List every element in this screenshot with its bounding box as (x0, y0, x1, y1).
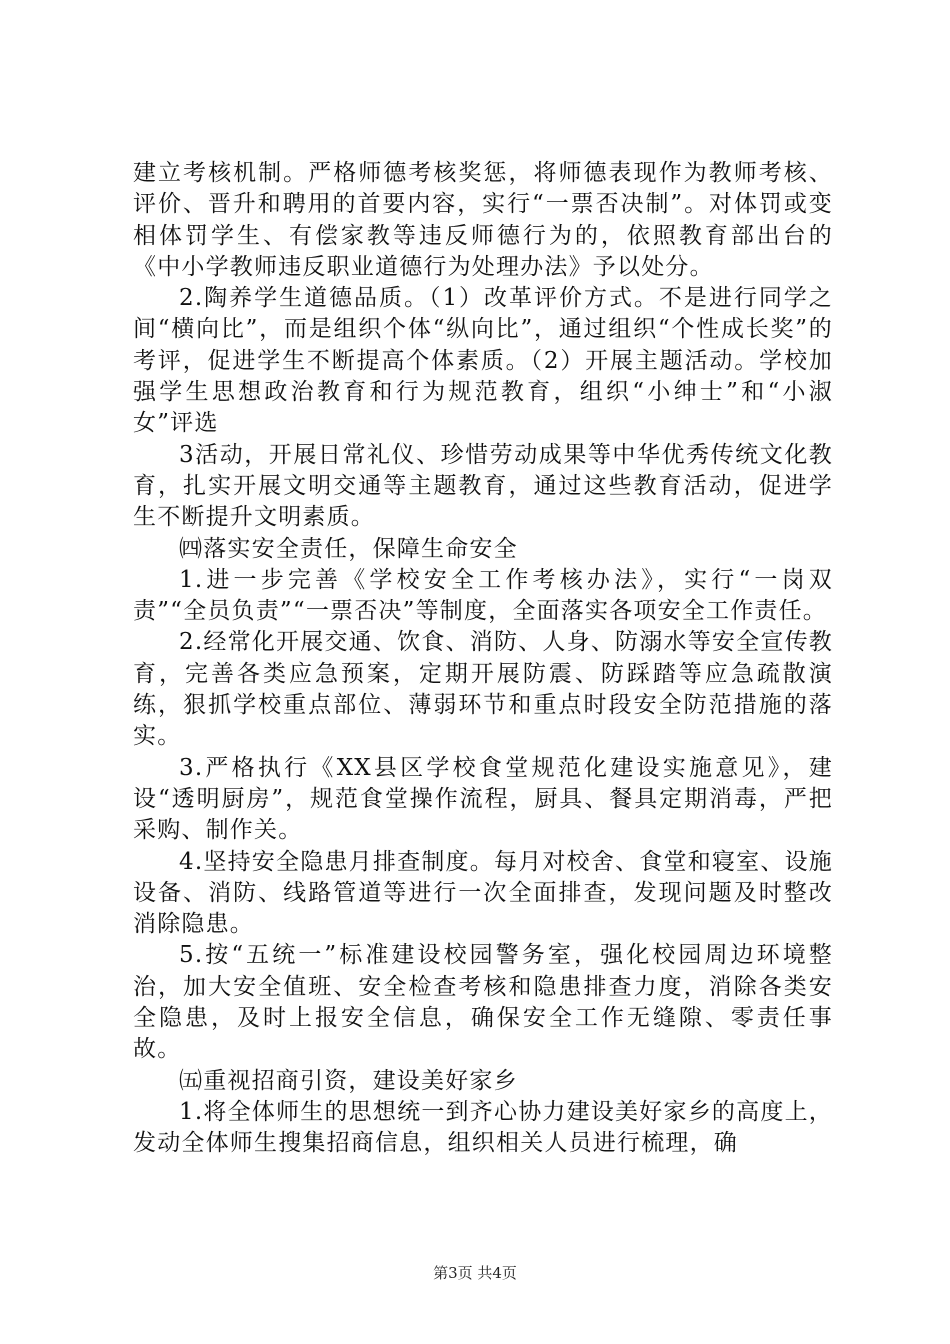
paragraph-6: 2.经常化开展交通、饮食、消防、人身、防溺水等安全宣传教育，完善各类应急预案，定期开展防震、防踩踏等应急疏散演练，狠抓学校重点部位、薄弱环节和重点时段安全防范措施的落实。 (133, 629, 833, 750)
section-heading-5: ㈤重视招商引资，建设美好家乡 (179, 1067, 518, 1094)
paragraph-9: 5.按“五统一”标准建设校园警务室，强化校园周边环境整治，加大安全值班、安全检查考核和隐患排查力度，消除各类安全隐患，及时上报安全信息，确保安全工作无缝隙、零责任事故。 (133, 942, 833, 1063)
paragraph-11: 1.将全体师生的思想统一到齐心协力建设美好家乡的高度上，发动全体师生搜集招商信息，组织相关人员进行梳理，确 (133, 1098, 833, 1157)
paragraph-7: 3.严格执行《XX县区学校食堂规范化建设实施意见》，建设“透明厨房”，规范食堂操作流程，厨具、餐具定期消毒，严把采购、制作关。 (133, 754, 833, 844)
paragraph-8: 4.坚持安全隐患月排查制度。每月对校舍、食堂和寝室、设施设备、消防、线路管道等进行一次全面排查，发现问题及时整改消除隐患。 (133, 848, 833, 938)
paragraph-5: 1.进一步完善《学校安全工作考核办法》，实行“一岗双责”“全员负责”“一票否决”等制度，全面落实各项安全工作责任。 (133, 566, 833, 625)
paragraph-1: 建立考核机制。严格师德考核奖惩，将师德表现作为教师考核、评价、晋升和聘用的首要内容，实行“一票否决制”。对体罚或变相体罚学生、有偿家教等违反师德行为的，依照教育部出台的《中小学教师违反职业道德行为处理办法》予以处分。 (133, 160, 833, 280)
document-body (133, 158, 833, 1160)
page-footer: 第3页 共4页 (433, 1264, 517, 1282)
paragraph-3: 3活动，开展日常礼仪、珍惜劳动成果等中华优秀传统文化教育，扎实开展文明交通等主题教育，通过这些教育活动，促进学生不断提升文明素质。 (133, 441, 833, 531)
paragraph-2: 2.陶养学生道德品质。（1）改革评价方式。不是进行同学之间“横向比”，而是组织个体“纵向比”，通过组织“个性成长奖”的考评，促进学生不断提高个体素质。（2）开展主题活动。学校加强学生思想政治教育和行为规范教育，组织“小绅士”和“小淑女”评选 (133, 285, 833, 437)
section-heading-4: ㈣落实安全责任，保障生命安全 (179, 535, 518, 562)
